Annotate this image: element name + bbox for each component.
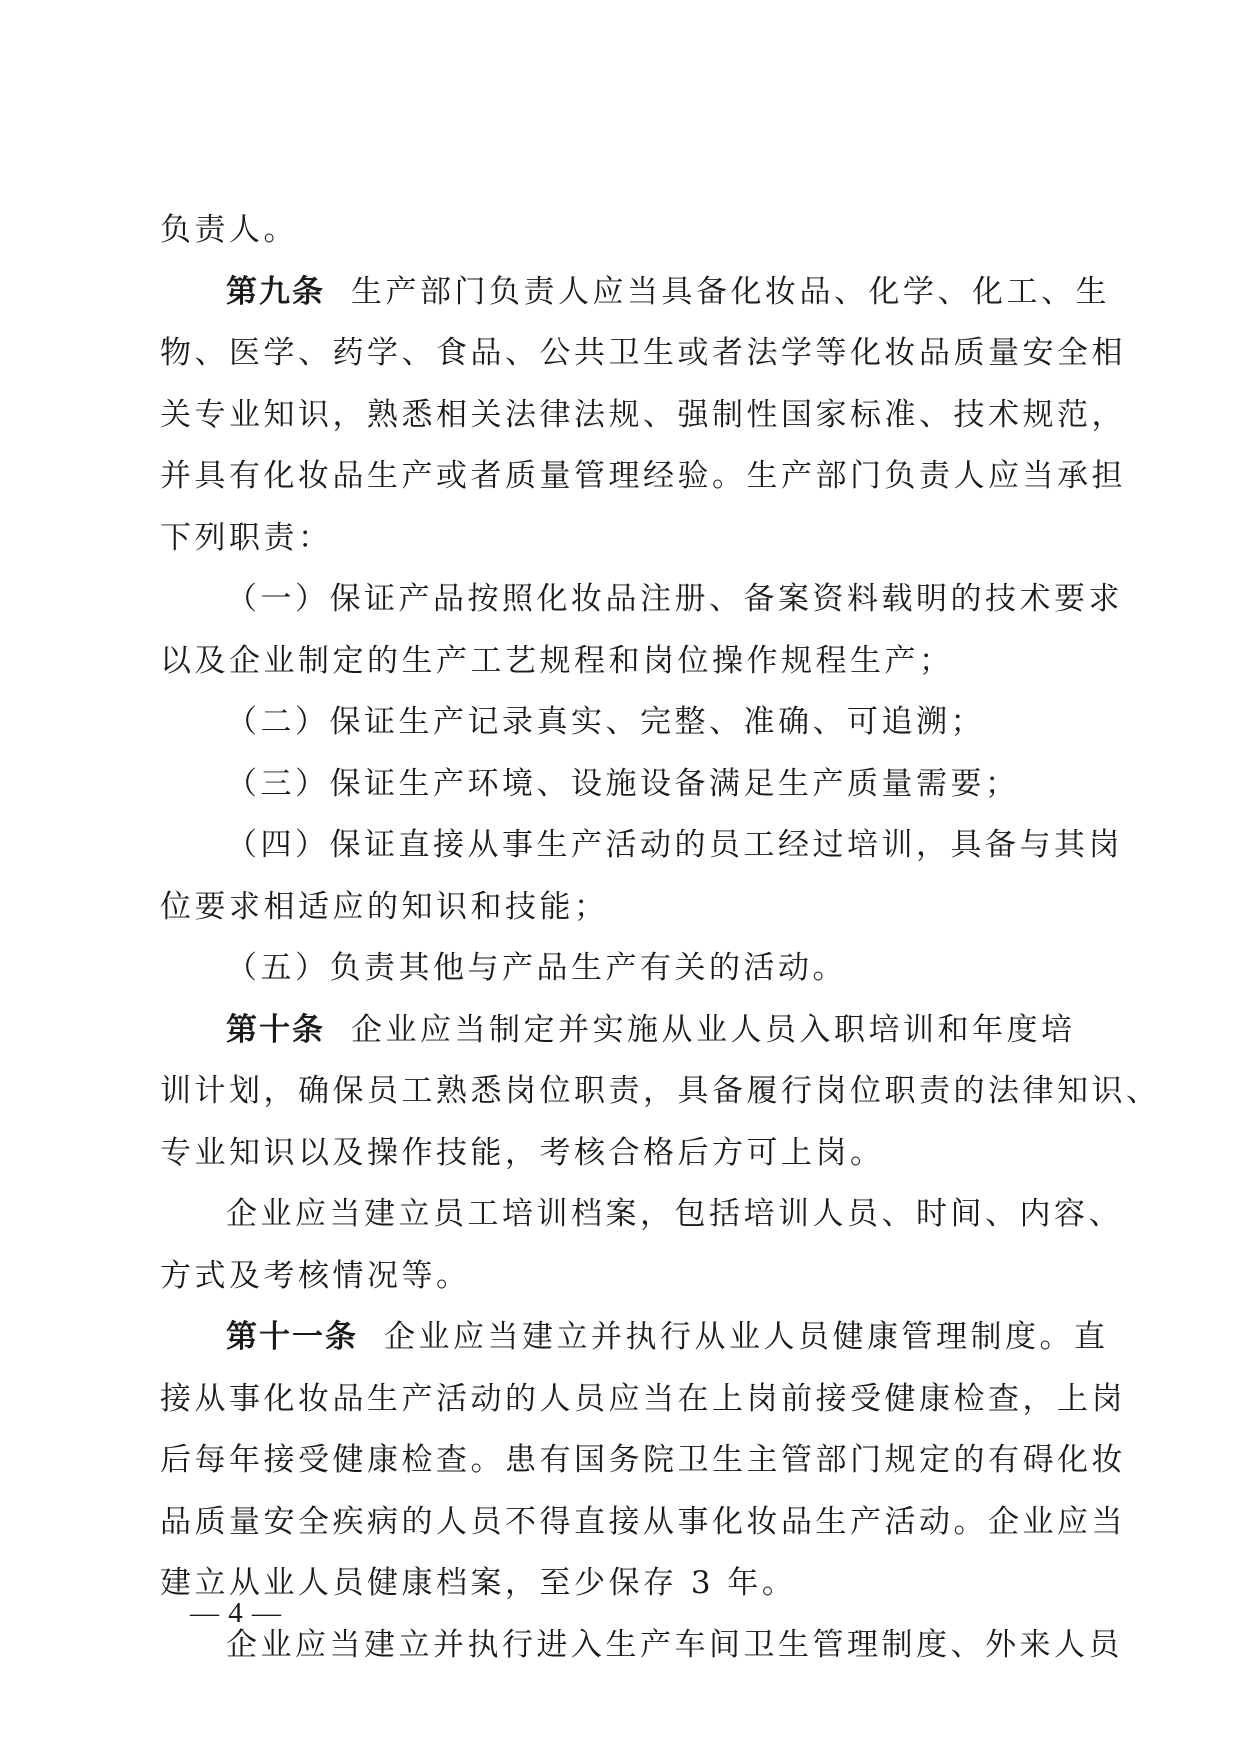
paragraph-line: 企业应当建立员工培训档案，包括培训人员、时间、内容、 — [226, 1196, 1123, 1232]
list-item-4: （四）保证直接从事生产活动的员工经过培训，具备与其岗 — [226, 827, 1123, 863]
page-number: — 4 — — [190, 1597, 282, 1629]
text-line: 负责人。 — [160, 212, 298, 248]
article-11-line — [160, 1307, 1109, 1369]
article-heading: 第十一条 — [226, 1319, 358, 1355]
document-body — [160, 200, 1161, 1676]
article-heading: 第九条 — [226, 273, 325, 310]
article-10-line — [160, 1000, 1090, 1062]
text-line: 下列职责： — [160, 519, 333, 556]
article-9-line — [160, 262, 1110, 324]
text-line: 训计划，确保员工熟悉岗位职责，具备履行岗位职责的法律知识、 — [160, 1073, 1161, 1109]
text-line: 物、医学、药学、食品、公共卫生或者法学等化妆品质量安全相 — [160, 335, 1126, 371]
list-item-5: （五）负责其他与产品生产有关的活动。 — [226, 950, 847, 986]
text-line: 方式及考核情况等。 — [160, 1257, 471, 1294]
text-line: 接从事化妆品生产活动的人员应当在上岗前接受健康检查，上岗 — [160, 1380, 1126, 1417]
text-line: 后每年接受健康检查。患有国务院卫生主管部门规定的有碍化妆 — [160, 1442, 1126, 1478]
list-item-1: （一）保证产品按照化妆品注册、备案资料载明的技术要求 — [226, 581, 1123, 617]
text-line: 位要求相适应的知识和技能； — [160, 888, 609, 925]
text-span: 生产部门负责人应当具备化妆品、化学、化工、生 — [351, 273, 1110, 310]
text-span: 企业应当建立并执行从业人员健康管理制度。直 — [384, 1319, 1109, 1355]
article-heading: 第十条 — [226, 1011, 325, 1048]
text-line: 并具有化妆品生产或者质量管理经验。生产部门负责人应当承担 — [160, 458, 1126, 494]
text-line: 建立从业人员健康档案，至少保存 3 年。 — [160, 1565, 797, 1601]
text-line: 专业知识以及操作技能，考核合格后方可上岗。 — [160, 1134, 885, 1171]
text-line: 关专业知识，熟悉相关法律法规、强制性国家标准、技术规范， — [160, 396, 1126, 433]
list-item-3: （三）保证生产环境、设施设备满足生产质量需要； — [226, 765, 1020, 802]
text-line: 以及企业制定的生产工艺规程和岗位操作规程生产； — [160, 642, 954, 679]
paragraph-line: 企业应当建立并执行进入生产车间卫生管理制度、外来人员 — [226, 1626, 1123, 1663]
text-span: 企业应当制定并实施从业人员入职培训和年度培 — [351, 1011, 1076, 1048]
list-item-2: （二）保证生产记录真实、完整、准确、可追溯； — [226, 704, 985, 740]
text-line: 品质量安全疾病的人员不得直接从事化妆品生产活动。企业应当 — [160, 1503, 1126, 1540]
